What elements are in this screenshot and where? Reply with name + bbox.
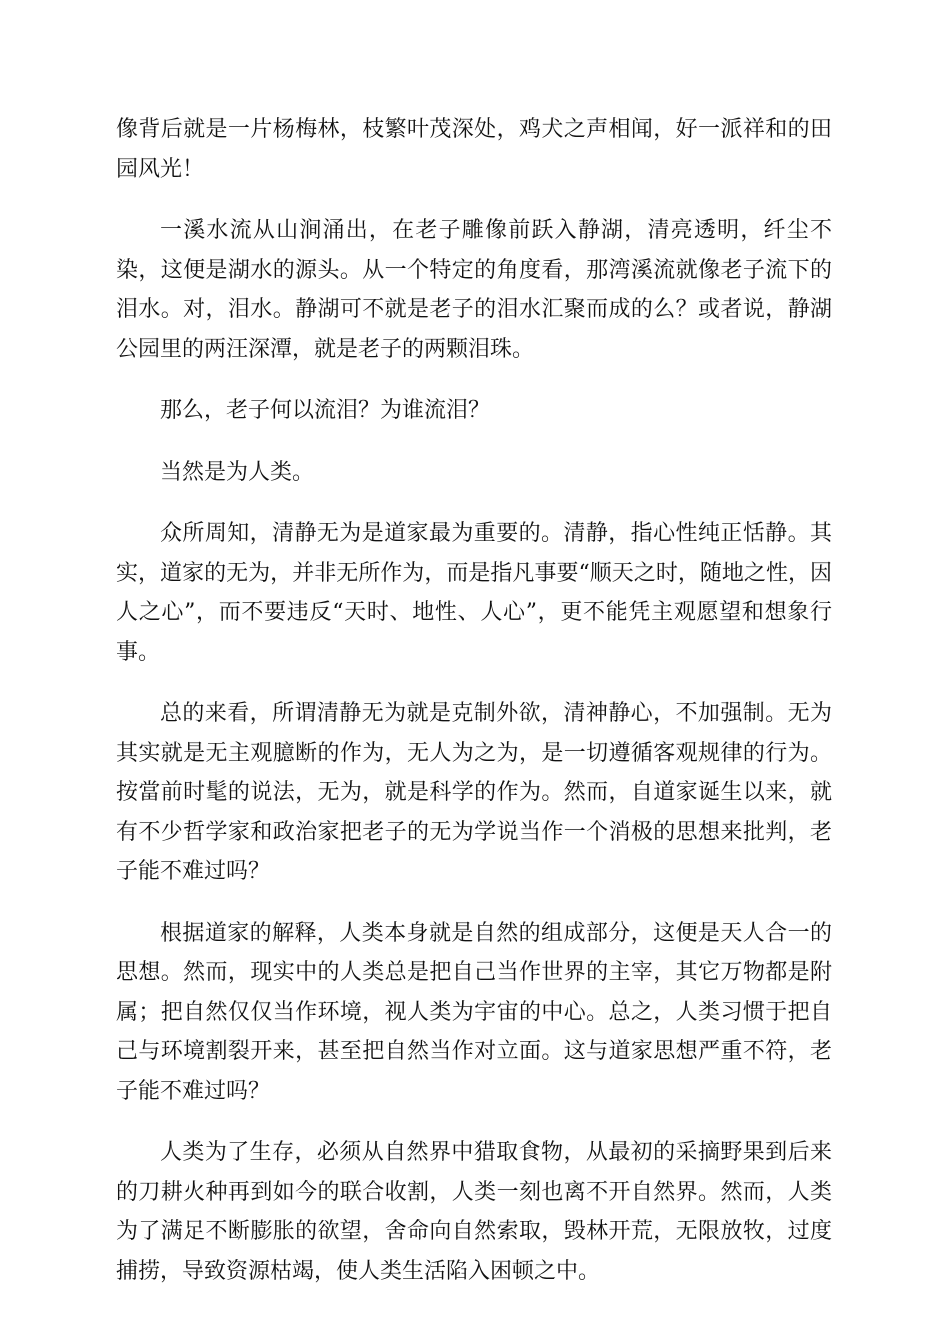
paragraph-8: 人类为了生存，必须从自然界中猎取食物，从最初的采摘野果到后来的刀耕火种再到如今的联合收割，人类一刻也离不开自然界。然而，人类为了满足不断膨胀的欲望，舍命向自然索取，毁林开荒，无限放牧，过度捕捞，导致资源枯竭，使人类生活陷入困顿之中。 xyxy=(116,1140,832,1284)
paragraph-6: 总的来看，所谓清静无为就是克制外欲，清神静心，不加强制。无为其实就是无主观臆断的作为，无人为之为，是一切遵循客观规律的行为。按當前时髦的说法，无为，就是科学的作为。然而，自道家诞生以来，就有不少哲学家和政治家把老子的无为学说当作一个消极的思想来批判，老子能不难过吗？ xyxy=(116,701,832,884)
document-body xyxy=(116,110,832,1313)
paragraph-2: 一溪水流从山涧涌出，在老子雕像前跃入静湖，清亮透明，纤尘不染，这便是湖水的源头。从一个特定的角度看，那湾溪流就像老子流下的泪水。对，泪水。静湖可不就是老子的泪水汇聚而成的么？或者说，静湖公园里的两汪深潭，就是老子的两颗泪珠。 xyxy=(116,218,832,362)
paragraph-5: 众所周知，清静无为是道家最为重要的。清静，指心性纯正恬静。其实，道家的无为，并非无所作为，而是指凡事要“顺天之时，随地之性，因人之心”，而不要违反“天时、地性、人心”，更不能凭主观愿望和想象行事。 xyxy=(116,521,832,665)
paragraph-1: 像背后就是一片杨梅林，枝繁叶茂深处，鸡犬之声相闻，好一派祥和的田园风光！ xyxy=(116,117,832,182)
paragraph-3: 那么，老子何以流泪？为谁流泪？ xyxy=(160,398,491,423)
paragraph-7: 根据道家的解释，人类本身就是自然的组成部分，这便是天人合一的思想。然而，现实中的人类总是把自己当作世界的主宰，其它万物都是附属；把自然仅仅当作环境，视人类为宇宙的中心。总之，人类习惯于把自己与环境割裂开来，甚至把自然当作对立面。这与道家思想严重不符，老子能不难过吗？ xyxy=(116,920,832,1104)
paragraph-4: 当然是为人类。 xyxy=(160,459,315,485)
